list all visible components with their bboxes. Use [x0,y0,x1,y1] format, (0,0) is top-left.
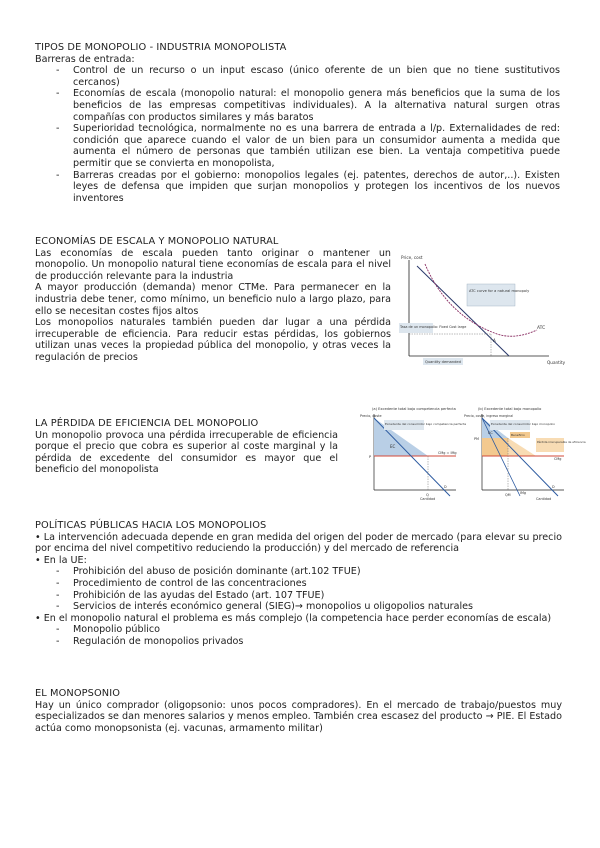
list-item: - Control de un recurso o un input escaso (único oferente de un bien que no tiene sustitutivos cercanos) [35,65,560,88]
paragraph: A mayor producción (demanda) menor CTMe. Para permanecer en la industria debe tener, como mínimo, un beneficio nulo a largo plazo, para ello se necesitan costes fijos altos [35,282,391,317]
barriers-list [35,65,560,204]
section-title: LA PÉRDIDA DE EFICIENCIA DEL MONOPOLIO [35,418,259,429]
section-title: TIPOS DE MONOPOLIO - INDUSTRIA MONOPOLISTA [35,42,287,53]
section-monopsonio [35,688,562,734]
ue-list [35,566,562,612]
bullet: • La intervención adecuada depende en gran medida del origen del poder de mercado (para elevar su precio por encima del nivel competitivo reduciendo la producción) y del mercado de referencia [35,531,562,555]
panel-b-dwl-label: Pérdida irrecuperable de eficiencia [537,440,586,444]
x-axis-label: Quantity [547,360,566,365]
list-item: - Monopolio público [35,624,562,636]
paragraph: Un monopolio provoca una pérdida irrecuperable de eficiencia porque el precio que cobra es superior al coste marginal y la pérdida de excedente del consumidor es mayor que el beneficio del monopolista [35,429,338,476]
panel-b-x-label: Cantidad [536,497,552,501]
deadweight-loss-figure [360,404,586,504]
bullet: • En la UE: [35,554,87,566]
paragraph: Hay un único comprador (oligopsonio: unos pocos compradores). En el mercado de trabajo/puestos muy especializados se dan menores salarios y menos empleo. También crea escasez del producto → PIE. El Estado actúa como monopsonista (ej. vacunas, armamento militar) [35,699,562,734]
panel-a-price: P [369,455,372,459]
section-economias-escala [35,236,391,364]
bullet: • En el monopolio natural el problema es más complejo (la competencia hace perder economías de escala) [35,612,552,624]
panel-b-deadweight-loss [508,438,536,456]
annotation-box [467,284,515,306]
paragraph: Los monopolios naturales también pueden dar lugar a una pérdida irrecuperable de eficiencia. Para reducir estas pérdidas, los gobiernos utilizan unas veces la propiedad pública del monopolio, y otras veces la regulación de precios [35,317,391,363]
annotation-text: ATC curve for a natural monopoly [469,289,530,293]
list-item: - Regulación de monopolios privados [35,636,562,648]
list-item: - Superioridad tecnológica, normalmente no es una barrera de entrada a l/p. Externalidades de red: condición que aparece cuando el valor de un bien para un consumidor aumenta a medida que aumenta el número de personas que también utilizan ese bien. La ventaja competitiva puede permitir que se convierta en monopolista, [35,123,560,169]
section-perdida-eficiencia [35,418,338,476]
side-label: Tasa de un monopolio: Fixed Cost large [400,325,467,329]
list-item: - Prohibición del abuso de posición dominante (art.102 TFUE) [35,566,562,578]
section-monopolio-tipos [35,42,560,204]
panel-b-qty: QM [505,493,511,497]
y-axis-label: Price, cost [401,255,423,260]
paragraph: Las economías de escala pueden tanto originar o mantener un monopolio. Un monopolio natural tiene economías de escala para el nivel de producción relevante para la industria [35,247,391,282]
panel-b-y-label: Precio, coste, ingreso marginal [464,414,514,418]
natural-monopoly-list [35,624,562,647]
section-subtitle: Barreras de entrada: [35,53,135,65]
panel-b-profit-label: Beneficio [511,433,525,437]
natural-monopoly-figure [397,252,567,370]
panel-b-box-text: Excedente del consumidor bajo monopolio [491,422,555,426]
atc-label: ATC [537,326,546,331]
list-item: - Economías de escala (monopolio natural: el monopolio genera más beneficios que la suma de los beneficios de las empresas competitivas individuales). A la alternativa natural surgen otras compañías con productos similares y más baratos [35,88,560,123]
section-title: EL MONOPSONIO [35,688,121,699]
section-title: POLÍTICAS PÚBLICAS HACIA LOS MONOPOLIOS [35,520,267,531]
panel-a-curve-label: D [444,485,447,489]
panel-a-y-label: Precio, coste [360,414,382,418]
section-politicas [35,520,562,648]
list-item: - Prohibición de las ayudas del Estado (art. 107 TFUE) [35,590,562,602]
point-label: A [493,338,496,343]
panel-b-price: PM [474,437,479,441]
list-item: - Barreras creadas por el gobierno: monopolios legales (ej. patentes, derechos de autor,..). Existen leyes de defensa que impiden que surjan monopolios y protegen los incentivos de los nuevos inventores [35,170,560,205]
panel-a-box-text: Excedente del consumidor bajo competencia perfecta [385,422,467,426]
panel-a-curve-label: CMg = IMg [438,451,457,455]
panel-b-curve-label: IMg [520,491,527,495]
panel-b-title: (b) Excedente total bajo monopolio [478,407,542,411]
panel-a-x-label: Cantidad [420,497,436,501]
list-item: - Procedimiento de control de las concentraciones [35,578,562,590]
list-item: - Servicios de interés económico general (SIEG)→ monopolios u oligopolios naturales [35,601,562,613]
panel-b-cs-label: EC [488,431,493,435]
panel-b-curve-label: CMg [554,457,562,461]
bottom-label: Quantity demanded [425,360,461,364]
panel-a-cs-label: EC [390,444,396,449]
panel-a-title: (a) Excedente total bajo competencia perfecta [372,407,456,411]
panel-a-qty: Q [426,493,429,497]
panel-b-curve-label: D [552,485,555,489]
section-title: ECONOMÍAS DE ESCALA Y MONOPOLIO NATURAL [35,236,279,247]
